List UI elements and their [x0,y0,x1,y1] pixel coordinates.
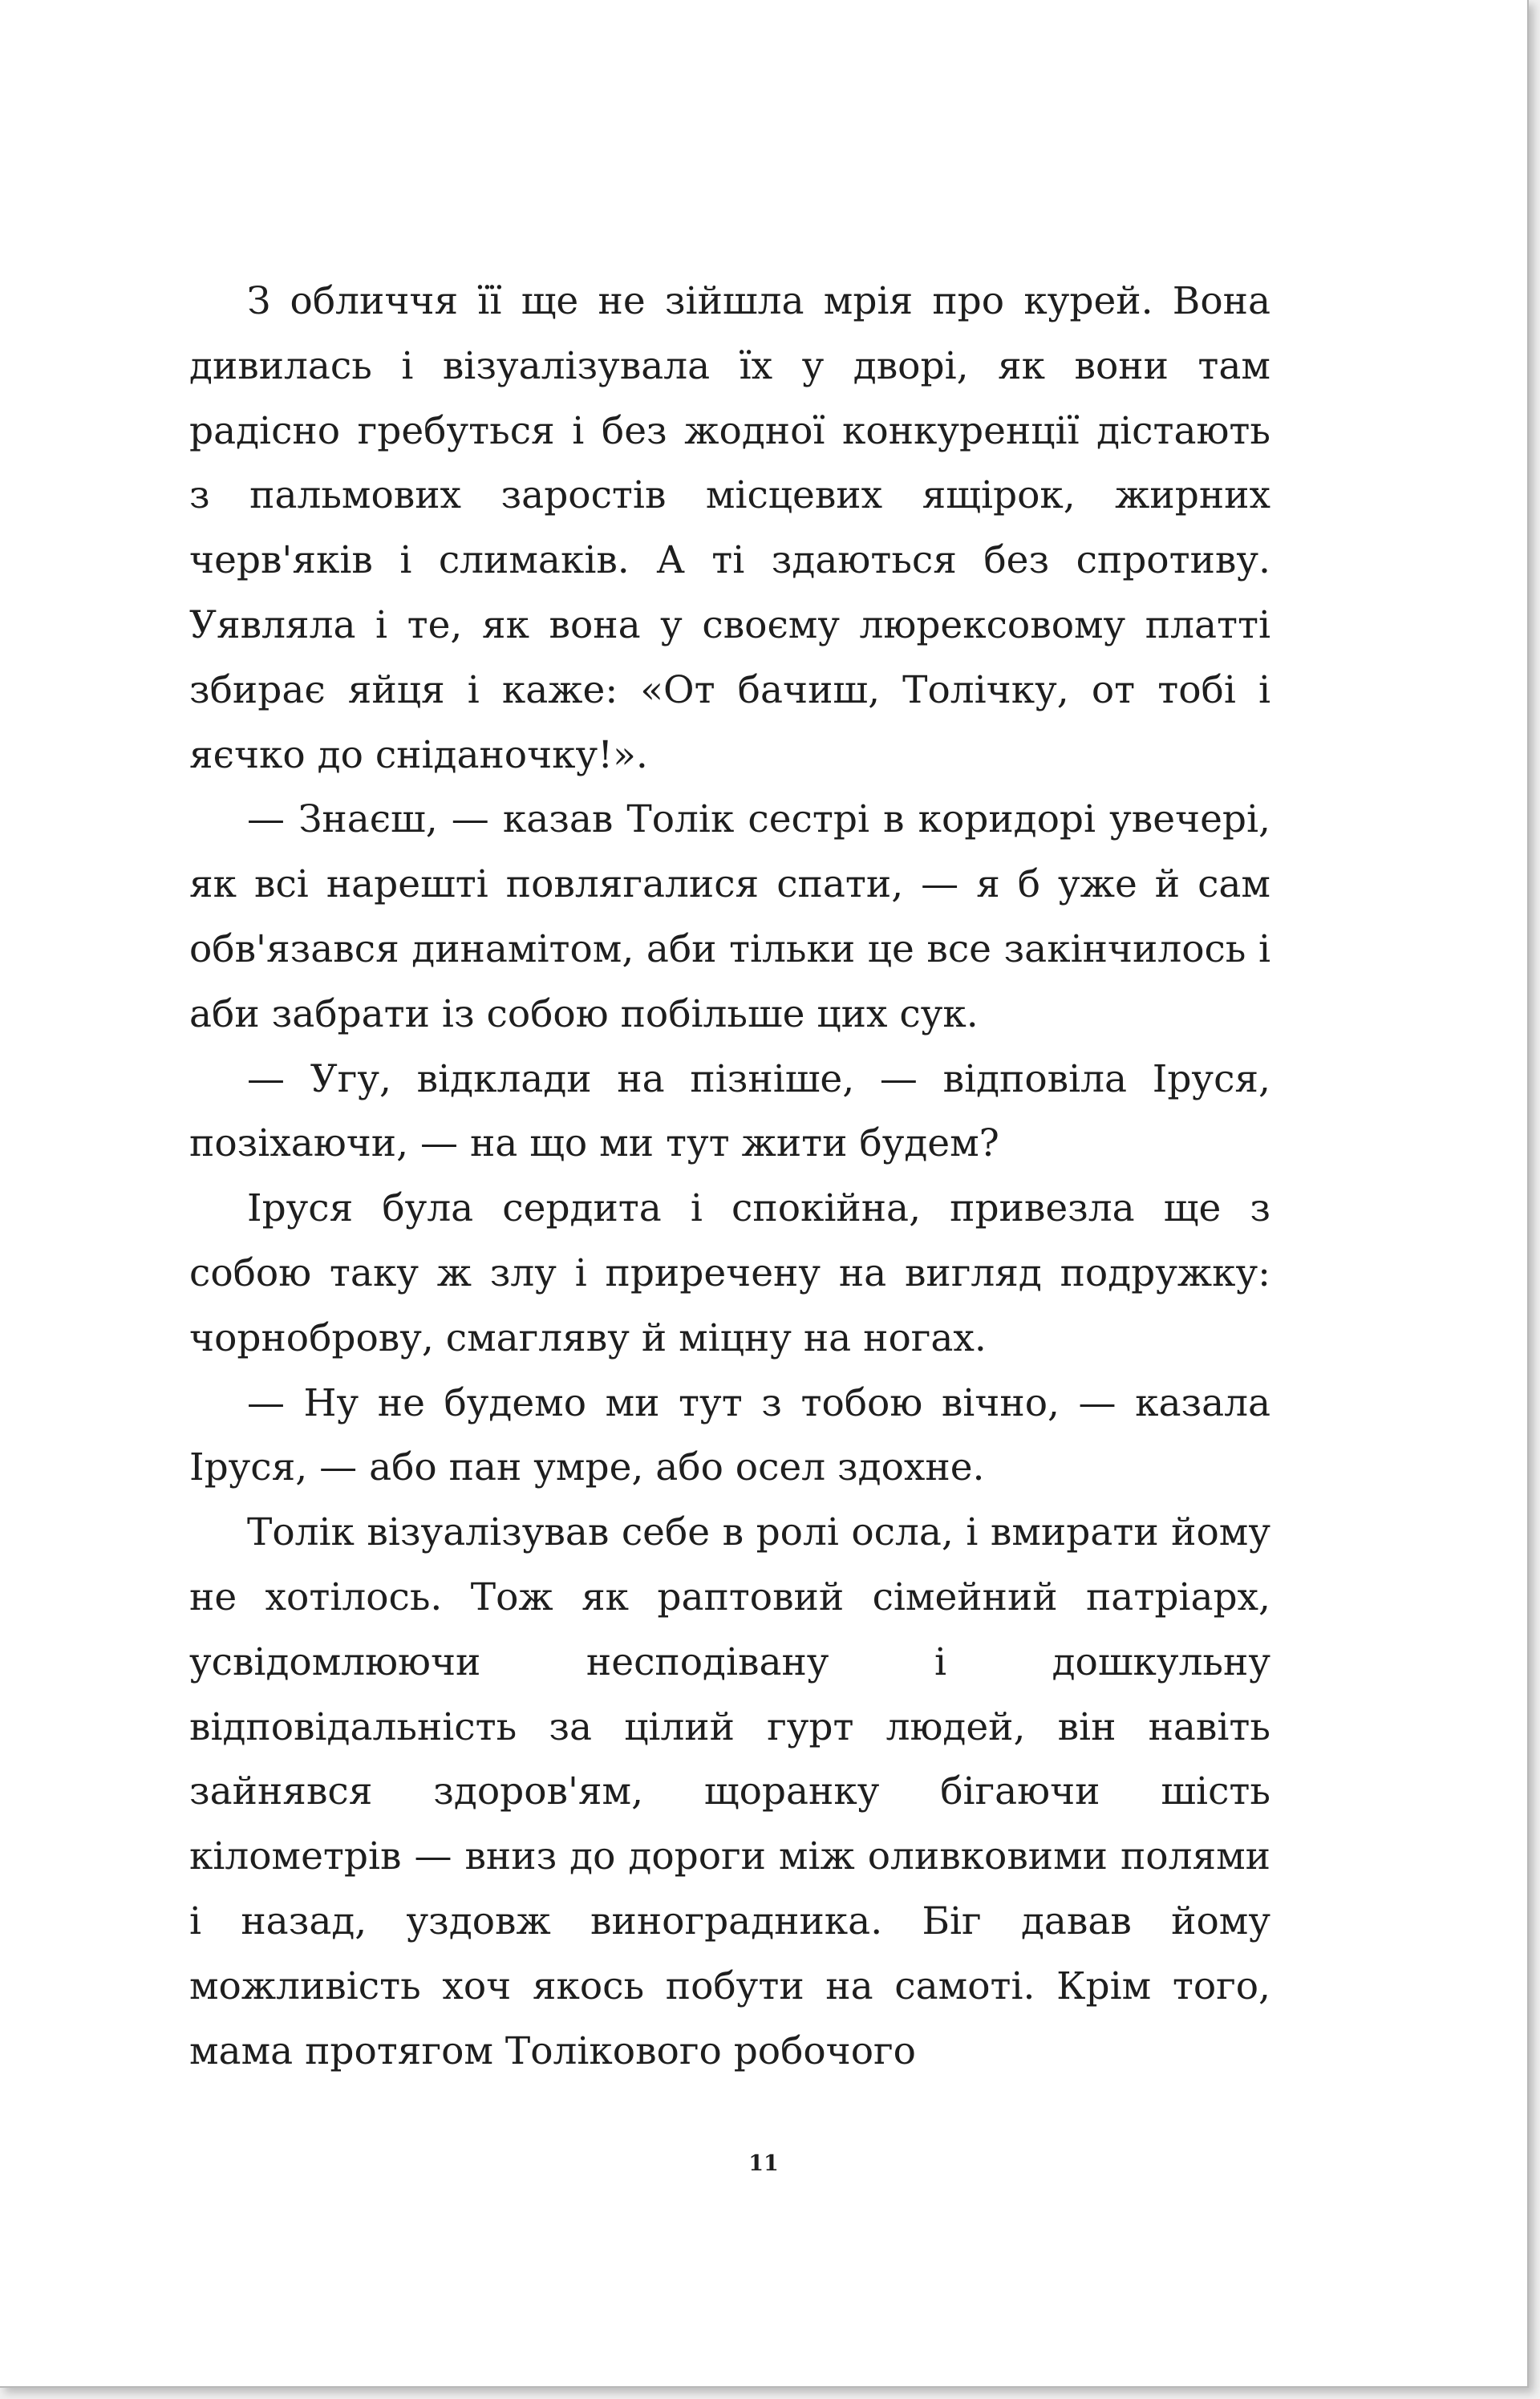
page-number: 11 [748,2151,779,2176]
paragraph-1: З обличчя її ще не зійшла мрія про курей. Вона дивилась і візуалізувала їх у дворі, як вони там радісно гребуться і без жодної конкуренції дістають з пальмових заростів місцевих ящірок, жирних черв'яків і слимаків. А ті здаються без спротиву. Уявляла і те, як вона у своєму люрексовому платті збирає яйця і каже: «От бачиш, Толічку, от тобі і яєчко до сніданочку!». [189,279,1270,777]
body-text [189,269,1270,2084]
paragraph-6: Толік візуалізував себе в ролі осла, і вмирати йому не хотілось. Тож як раптовий сімейний патріарх, усвідомлюючи несподівану і дошкульну відповідальність за цілий гурт людей, він навіть зайнявся здоров'ям, щоранку бігаючи шість кілометрів — вниз до дороги між оливковими полями і назад, уздовж виноградника. Біг давав йому можливість хоч якось побути на самоті. Крім того, мама протягом Толікового робочого [189,1510,1270,2073]
paragraph-2: — Знаєш, — казав Толік сестрі в коридорі увечері, як всі нарешті повлягалися спати, — я б уже й сам обв'язався динамітом, аби тільки це все закінчилось і аби забрати із собою побільше цих сук. [189,797,1270,1036]
paragraph-4: Іруся була сердита і спокійна, привезла ще з собою таку ж злу і приречену на вигляд подружку: чорноброву, смагляву й міцну на ногах. [189,1186,1270,1360]
paragraph-5: — Ну не будемо ми тут з тобою вічно, — казала Іруся, — або пан умре, або осел здохне. [189,1380,1270,1490]
paragraph-3: — Угу, відклади на пізніше, — відповіла Іруся, позіхаючи, — на що ми тут жити будем? [189,1056,1270,1166]
